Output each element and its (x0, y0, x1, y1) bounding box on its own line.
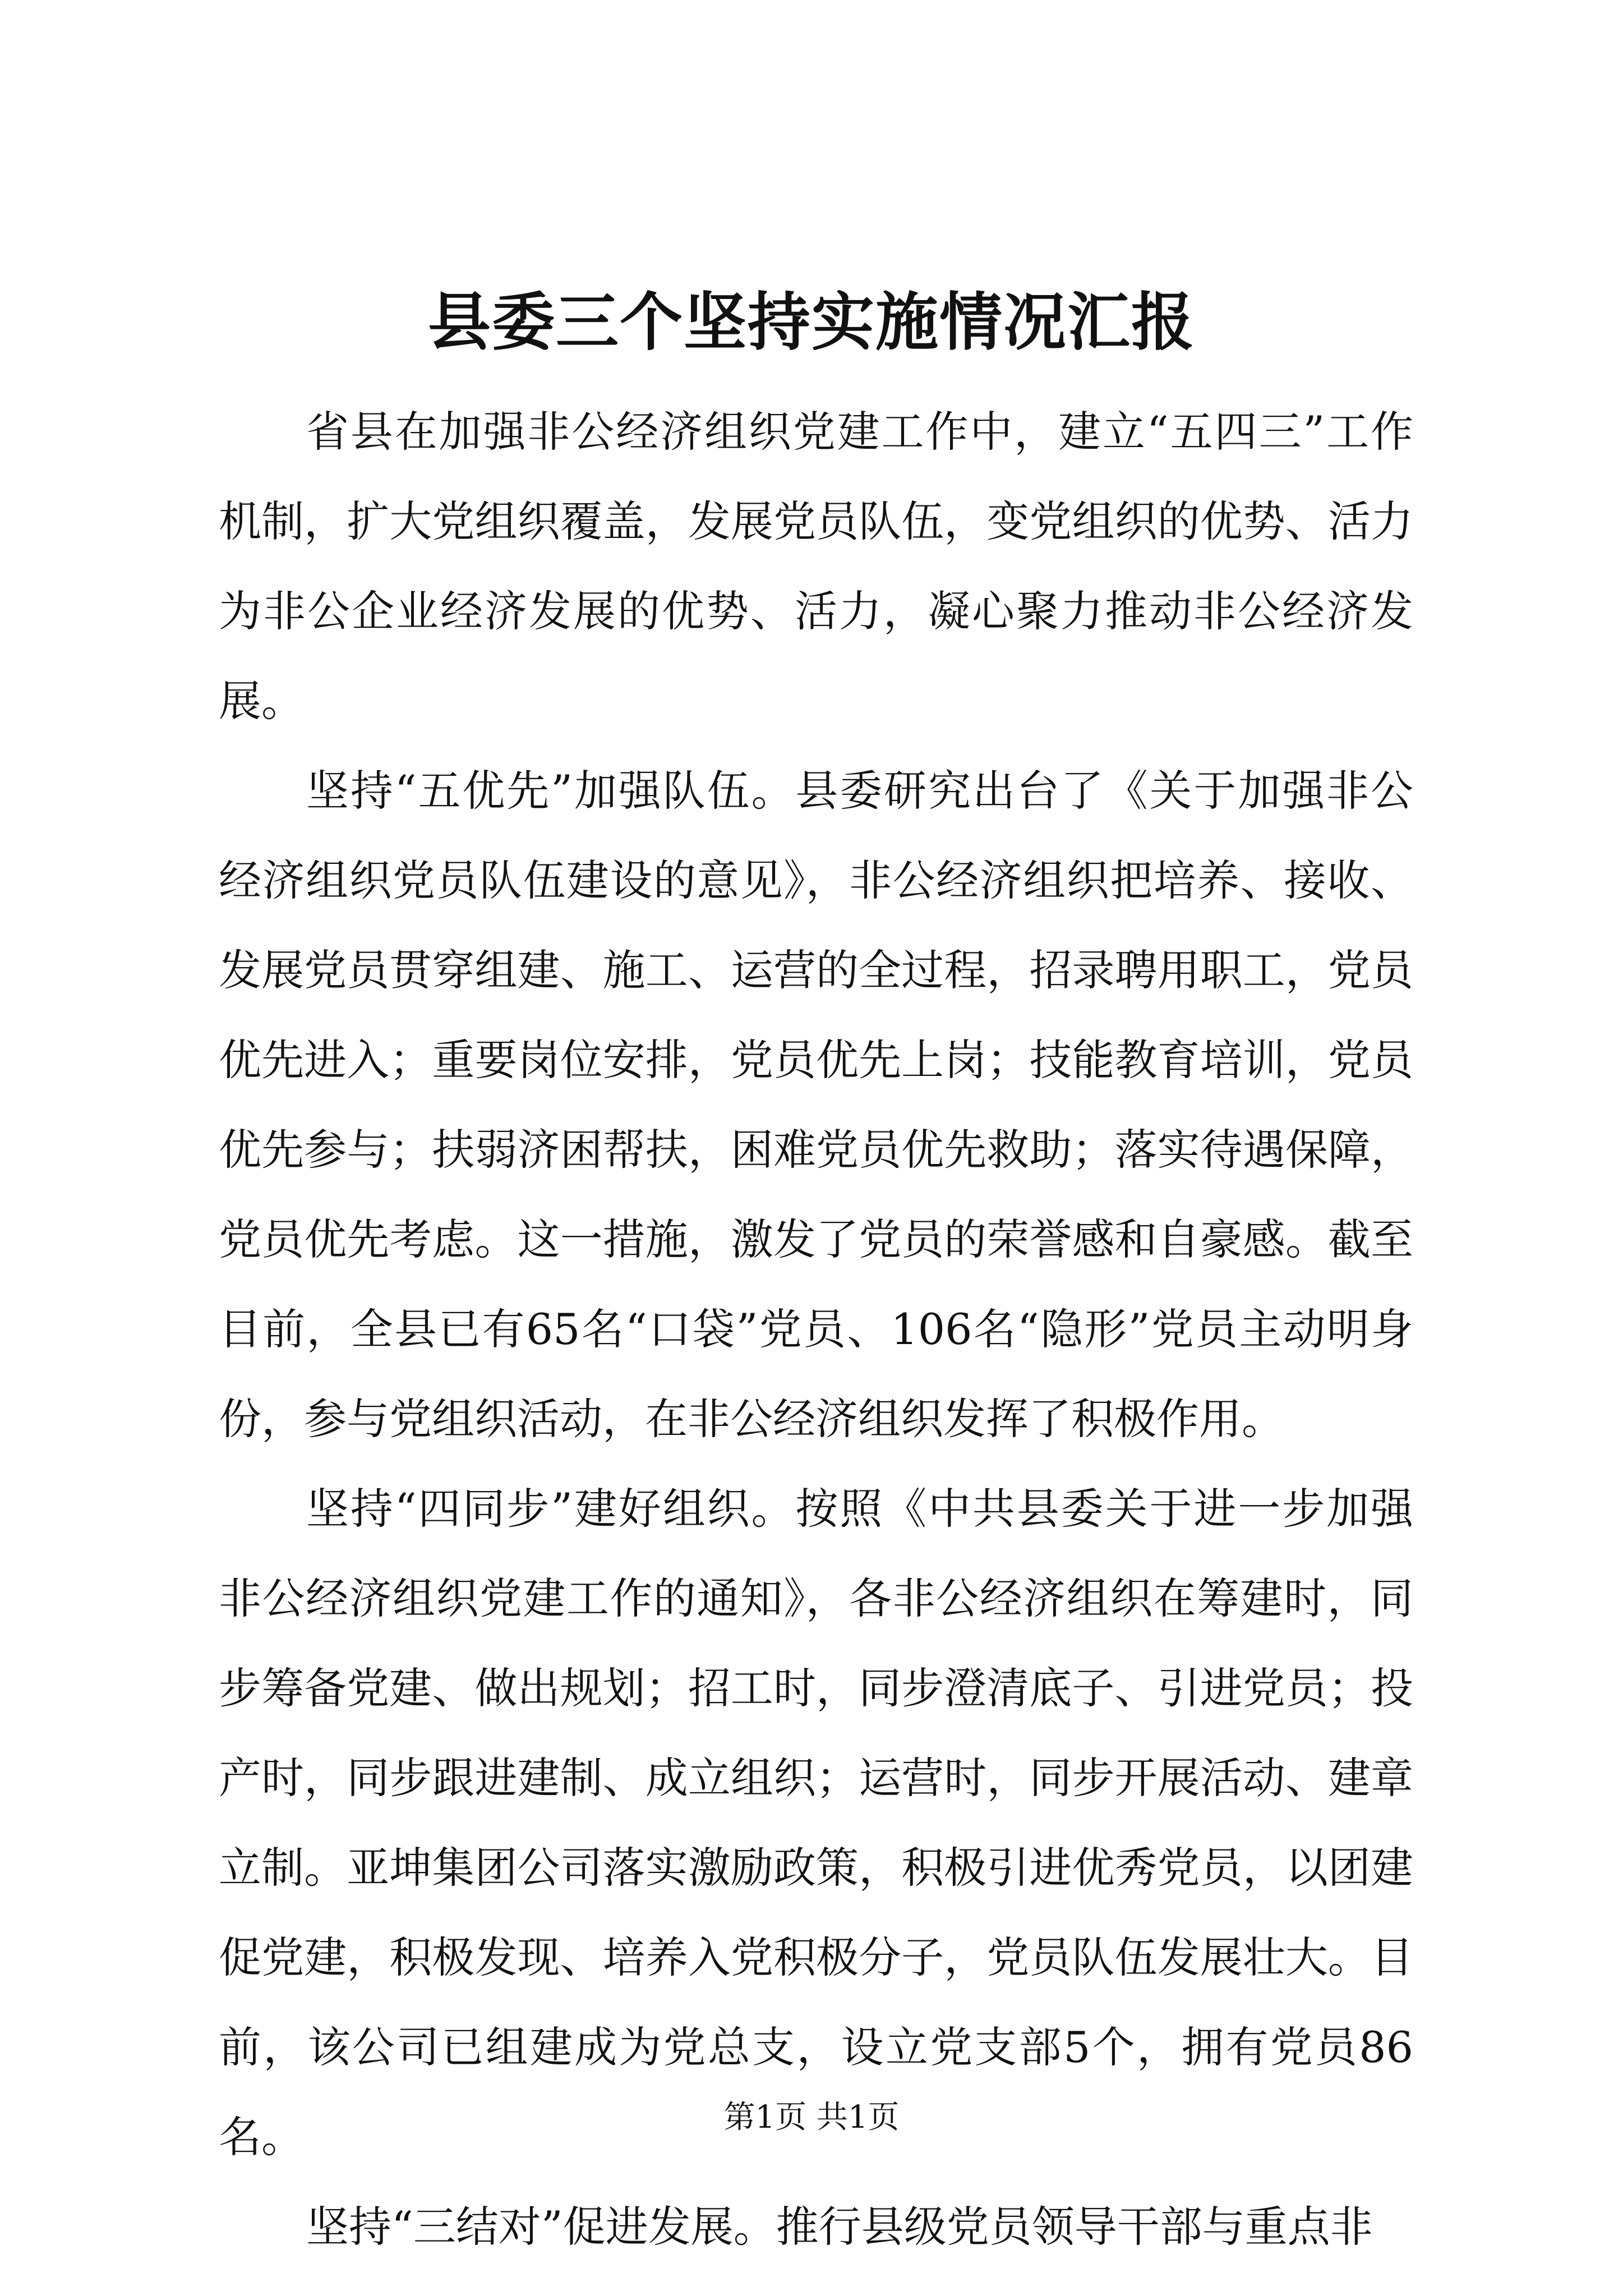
paragraph-intro: 省县在加强非公经济组织党建工作中，建立“五四三”工作机制，扩大党组织覆盖，发展党员队伍，变党组织的优势、活力为非公企业经济发展的优势、活力，凝心聚力推动非公经济发展。 (219, 407, 1413, 726)
page-footer: 第1页 共1页 (723, 2099, 900, 2136)
document-title: 县委三个坚持实施情况汇报 (428, 286, 1195, 359)
document-body (219, 387, 1413, 2272)
paragraph-five-priorities: 坚持“五优先”加强队伍。县委研究出台了《关于加强非公经济组织党员队伍建设的意见》，非公经济组织把培养、接收、发展党员贯穿组建、施工、运营的全过程，招录聘用职工，党员优先进入；重要岗位安排，党员优先上岗；技能教育培训，党员优先参与；扶弱济困帮扶，困难党员优先救助；落实待遇保障，党员优先考虑。这一措施，激发了党员的荣誉感和自豪感。截至目前，全县已有65名“口袋”党员、106名“隐形”党员主动明身份，参与党组织活动，在非公经济组织发挥了积极作用。 (219, 766, 1413, 1444)
paragraph-three-pairings: 坚持“三结对”促进发展。推行县级党员领导干部与重点非 (306, 2202, 1373, 2252)
paragraph-four-synchronizations: 坚持“四同步”建好组织。按照《中共县委关于进一步加强非公经济组织党建工作的通知》，各非公经济组织在筹建时，同步筹备党建、做出规划；招工时，同步澄清底子、引进党员；投产时，同步跟进建制、成立组织；运营时，同步开展活动、建章立制。亚坤集团公司落实激励政策，积极引进优秀党员，以团建促党建，积极发现、培养入党积极分子，党员队伍发展壮大。目前，该公司已组建成为党总支，设立党支部5个，拥有党员86名。 (219, 1484, 1413, 2162)
